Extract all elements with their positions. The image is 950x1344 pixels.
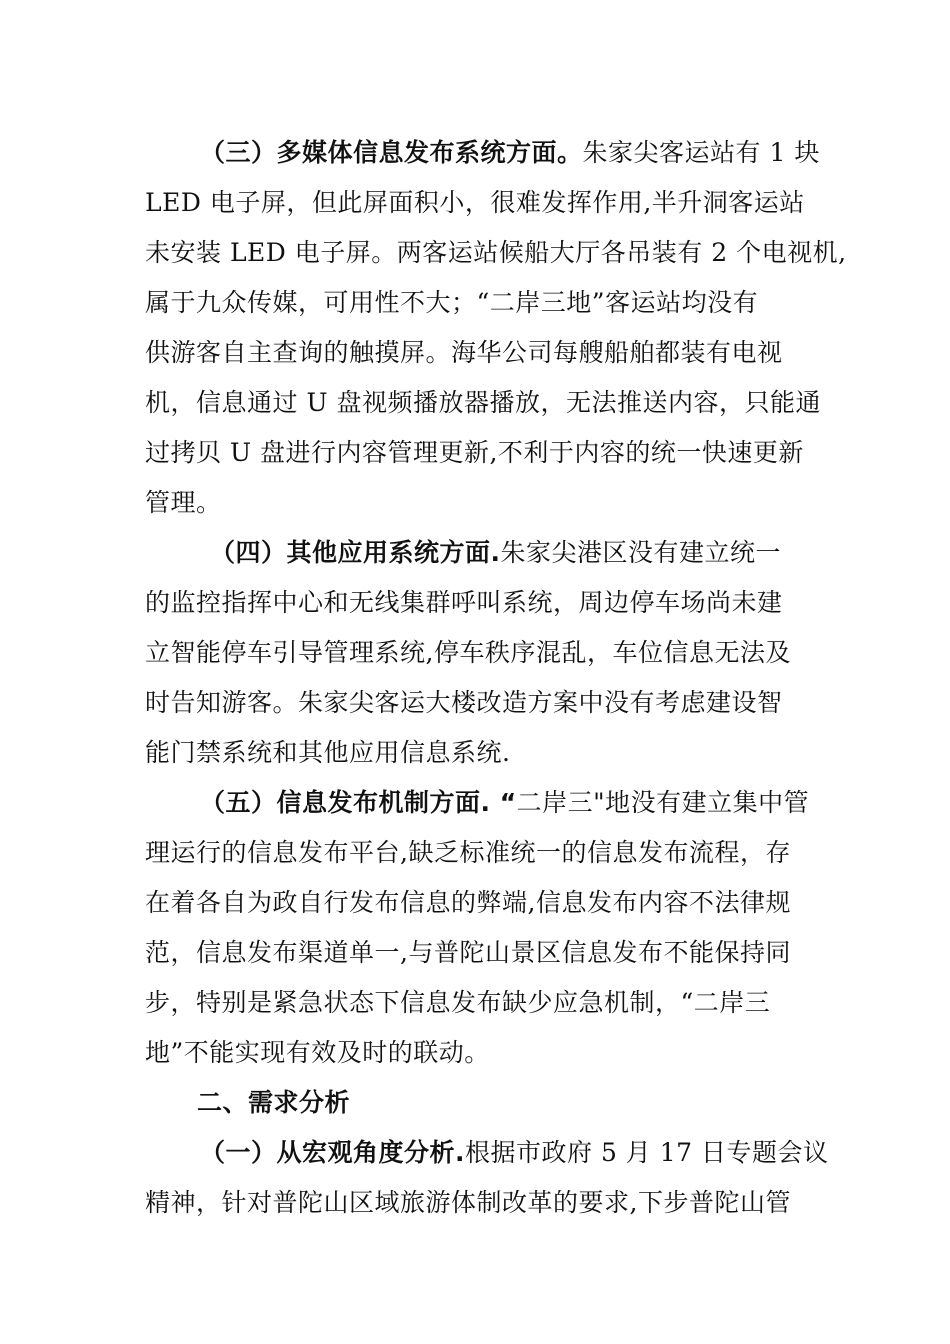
paragraph-3-line-3: 未安装 LED 电子屏。两客运站候船大厅各吊装有 2 个电视机, bbox=[145, 238, 847, 267]
paragraph-3-line-5: 供游客自主查询的触摸屏。海华公司每艘船舶都装有电视 bbox=[145, 338, 783, 367]
paragraph-5-line-1 bbox=[200, 783, 825, 823]
paragraph-3-line-1 bbox=[200, 133, 825, 173]
paragraph-5-line-4: 范，信息发布渠道单一,与普陀山景区信息发布不能保持同 bbox=[145, 938, 791, 967]
paragraph-5-line-2: 理运行的信息发布平台,缺乏标准统一的信息发布流程，存 bbox=[145, 838, 791, 867]
paragraph-3-line-7: 过拷贝 U 盘进行内容管理更新,不利于内容的统一快速更新 bbox=[145, 438, 804, 467]
paragraph-4-line-3: 立智能停车引导管理系统,停车秩序混乱，车位信息无法及 bbox=[145, 638, 791, 667]
paragraph-4-line-2: 的监控指挥中心和无线集群呼叫系统，周边停车场尚未建 bbox=[145, 588, 783, 617]
paragraph-6-text: 根据市政府 5 月 17 日专题会议 bbox=[465, 1138, 829, 1167]
paragraph-4-text: 朱家尖港区没有建立统一 bbox=[500, 538, 782, 567]
paragraph-3-line-6: 机，信息通过 U 盘视频播放器播放，无法推送内容，只能通 bbox=[145, 388, 821, 417]
paragraph-5-heading: （五）信息发布机制方面. “ bbox=[200, 788, 517, 817]
paragraph-4-line-1 bbox=[210, 533, 825, 573]
paragraph-3-line-8: 管理。 bbox=[145, 488, 222, 517]
paragraph-6-heading: （一）从宏观角度分析. bbox=[200, 1138, 465, 1167]
paragraph-3-text: 朱家尖客运站有 1 块 bbox=[582, 138, 820, 167]
paragraph-5-text: 二岸三"地没有建立集中管 bbox=[516, 788, 810, 817]
paragraph-5-line-3: 在着各自为政自行发布信息的弊端,信息发布内容不法律规 bbox=[145, 888, 791, 917]
paragraph-4-line-4: 时告知游客。朱家尖客运大楼改造方案中没有考虑建设智 bbox=[145, 688, 783, 717]
paragraph-3-heading: （三）多媒体信息发布系统方面。 bbox=[200, 138, 583, 167]
paragraph-3-line-2: LED 电子屏，但此屏面积小，很难发挥作用,半升洞客运站 bbox=[145, 188, 805, 217]
paragraph-6-line-2: 精神，针对普陀山区域旅游体制改革的要求,下步普陀山管 bbox=[145, 1188, 791, 1217]
paragraph-6-line-1 bbox=[200, 1133, 829, 1173]
paragraph-4-line-5: 能门禁系统和其他应用信息系统. bbox=[145, 738, 511, 767]
paragraph-3-line-4: 属于九众传媒，可用性不大；“二岸三地”客运站均没有 bbox=[145, 288, 759, 317]
paragraph-5-line-6: 地”不能实现有效及时的联动。 bbox=[145, 1038, 490, 1067]
paragraph-5-line-5: 步，特别是紧急状态下信息发布缺少应急机制，“二岸三 bbox=[145, 988, 771, 1017]
paragraph-4-heading: （四）其他应用系统方面. bbox=[210, 538, 501, 567]
section-2-title: 二、需求分析 bbox=[197, 1088, 351, 1117]
